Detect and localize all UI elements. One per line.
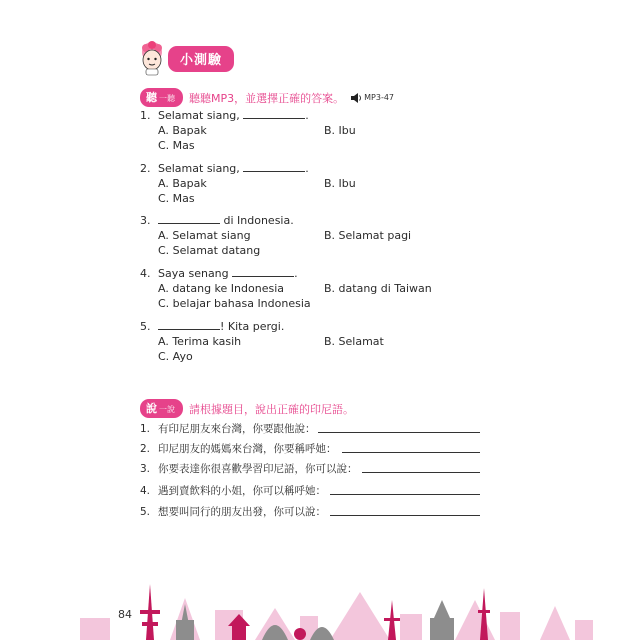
question-2 xyxy=(140,161,309,176)
item-number: 2. xyxy=(140,443,151,455)
answer-blank[interactable] xyxy=(158,319,220,330)
question-3 xyxy=(140,213,294,228)
page-number: 84 xyxy=(118,608,132,621)
question-text-end: . xyxy=(294,267,298,280)
speak-item-2 xyxy=(140,442,337,456)
item-text: 你要表達你很喜歡學習印尼語，你可以說： xyxy=(158,463,358,475)
question-1 xyxy=(140,108,309,123)
listen-icon: 聽 一聽 xyxy=(140,88,183,107)
question-text: Saya senang xyxy=(158,267,229,280)
option-a[interactable]: A. datang ke Indonesia xyxy=(158,282,284,295)
answer-line-5[interactable] xyxy=(330,505,480,516)
item-number: 3. xyxy=(140,463,151,475)
speak-icon: 說 一說 xyxy=(140,399,183,418)
option-c[interactable]: C. Selamat datang xyxy=(158,244,261,257)
item-text: 印尼朋友的媽媽來台灣，你要稱呼她： xyxy=(158,443,337,455)
answer-blank[interactable] xyxy=(232,266,294,277)
option-c[interactable]: C. Ayo xyxy=(158,350,193,363)
answer-blank[interactable] xyxy=(243,108,305,119)
question-text: Selamat siang, xyxy=(158,109,240,122)
question-5 xyxy=(140,319,284,334)
speaker-icon xyxy=(350,93,362,103)
answer-blank[interactable] xyxy=(243,161,305,172)
audio-label: MP3-47 xyxy=(364,93,395,102)
question-text-end: . xyxy=(305,162,309,175)
speak-item-5 xyxy=(140,505,326,519)
option-b[interactable]: B. Ibu xyxy=(324,124,356,137)
option-b[interactable]: B. Ibu xyxy=(324,177,356,190)
audio-badge[interactable] xyxy=(350,93,394,103)
option-a[interactable]: A. Bapak xyxy=(158,177,207,190)
skyline-illustration xyxy=(0,570,640,640)
question-4 xyxy=(140,266,298,281)
answer-line-3[interactable] xyxy=(362,462,480,473)
option-c[interactable]: C. belajar bahasa Indonesia xyxy=(158,297,311,310)
item-text: 有印尼朋友來台灣，你要跟他說： xyxy=(158,423,316,435)
question-text: Selamat siang, xyxy=(158,162,240,175)
item-number: 5. xyxy=(140,506,151,518)
item-number: 4. xyxy=(140,485,151,497)
item-number: 1. xyxy=(140,423,151,435)
option-c[interactable]: C. Mas xyxy=(158,139,195,152)
option-b[interactable]: B. Selamat xyxy=(324,335,384,348)
question-text-end: di Indonesia. xyxy=(223,214,294,227)
item-text: 遇到賣飲料的小姐，你可以稱呼她： xyxy=(158,485,326,497)
option-b[interactable]: B. Selamat pagi xyxy=(324,229,412,242)
option-a[interactable]: A. Terima kasih xyxy=(158,335,242,348)
answer-blank[interactable] xyxy=(158,213,220,224)
option-a[interactable]: A. Selamat siang xyxy=(158,229,251,242)
speak-item-1 xyxy=(140,422,316,436)
speak-instruction: 請根據題目，說出正確的印尼語。 xyxy=(189,402,354,416)
question-text-end: ! Kita pergi. xyxy=(220,320,285,333)
speak-heading xyxy=(140,399,354,418)
question-number: 1. xyxy=(140,109,151,122)
question-number: 4. xyxy=(140,267,151,280)
option-a[interactable]: A. Bapak xyxy=(158,124,207,137)
item-text: 想要叫同行的朋友出發，你可以說： xyxy=(158,506,326,518)
question-text-end: . xyxy=(305,109,309,122)
answer-line-2[interactable] xyxy=(342,442,480,453)
question-number: 2. xyxy=(140,162,151,175)
question-number: 3. xyxy=(140,214,151,227)
mascot-icon xyxy=(136,40,168,80)
option-b[interactable]: B. datang di Taiwan xyxy=(324,282,432,295)
speak-item-4 xyxy=(140,484,326,498)
answer-line-1[interactable] xyxy=(318,422,480,433)
speak-item-3 xyxy=(140,462,358,476)
page-title: 小測驗 xyxy=(168,46,234,72)
listen-heading xyxy=(140,88,394,107)
answer-line-4[interactable] xyxy=(330,484,480,495)
question-number: 5. xyxy=(140,320,151,333)
listen-instruction: 聽聽MP3，並選擇正確的答案。 xyxy=(189,91,345,105)
option-c[interactable]: C. Mas xyxy=(158,192,195,205)
